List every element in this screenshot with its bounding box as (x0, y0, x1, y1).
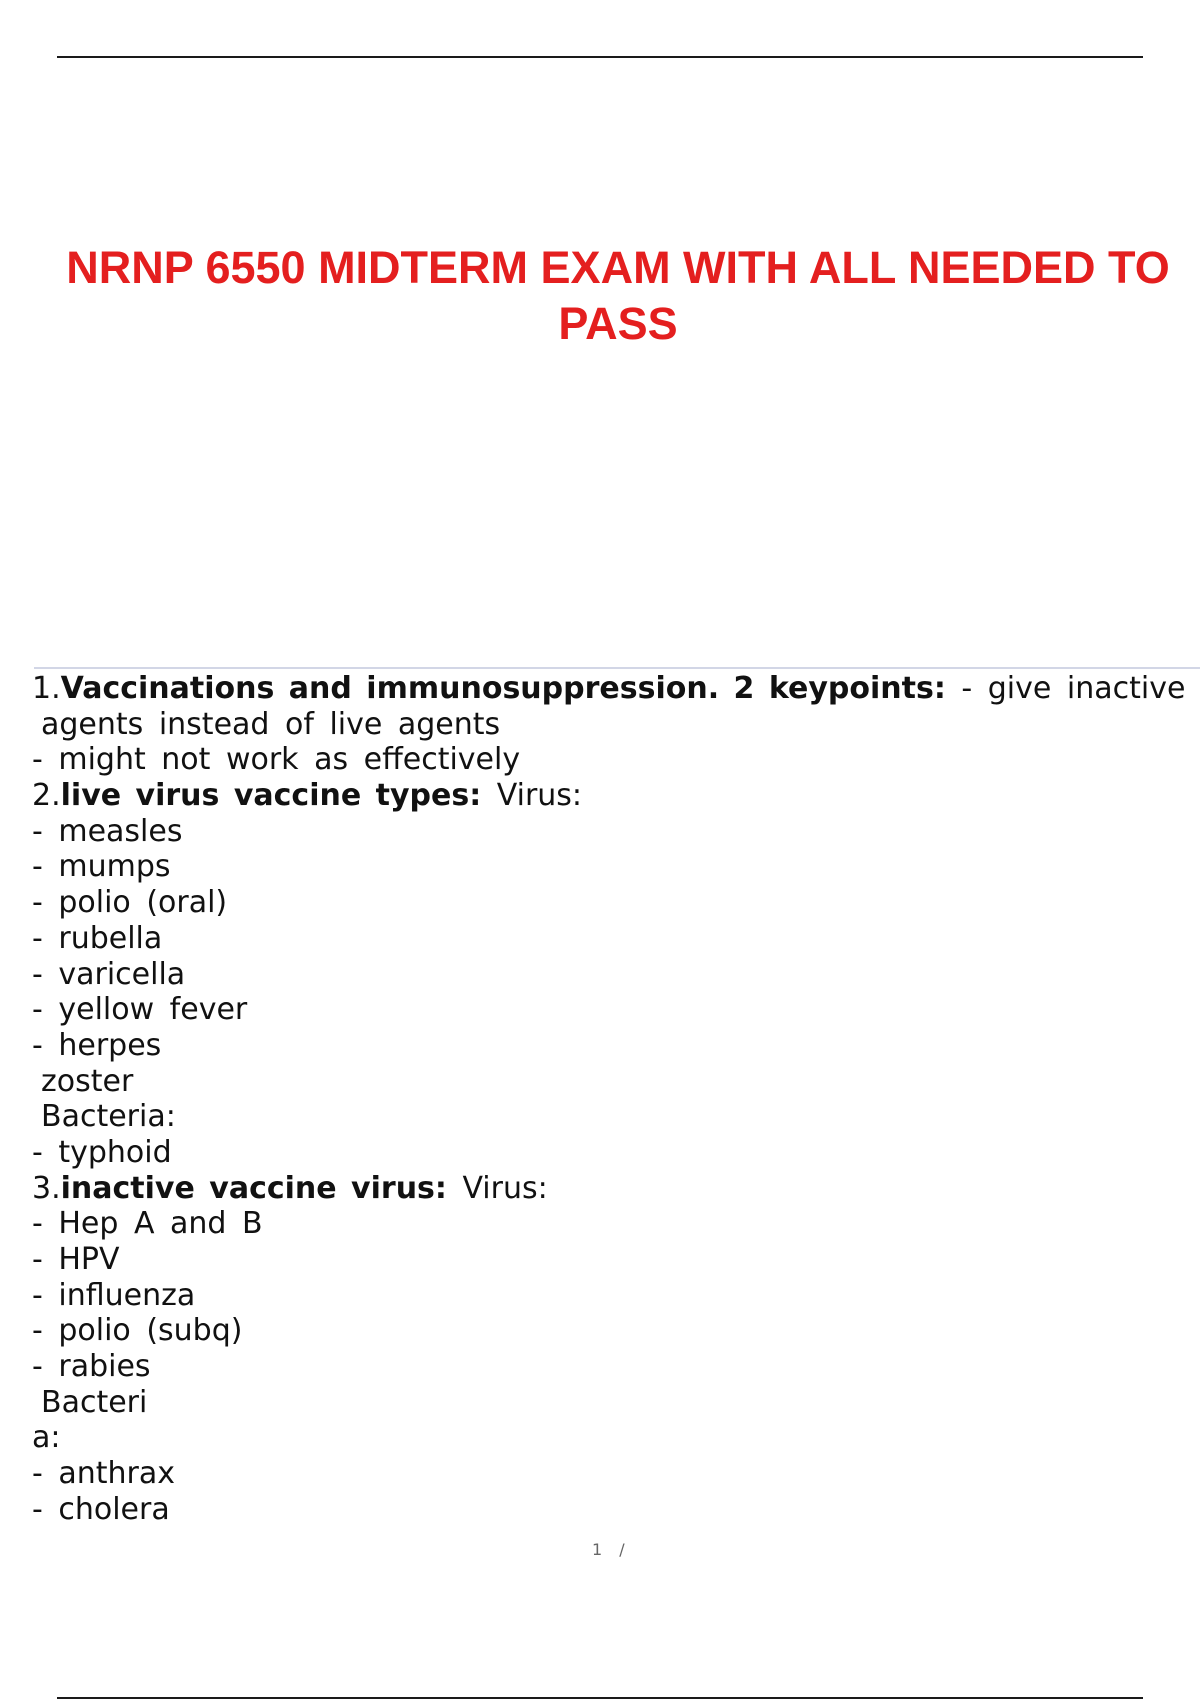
answer-line: a: (32, 1420, 61, 1456)
answer-line: - might not work as effectively (32, 742, 521, 778)
question-number: 3. (32, 1170, 61, 1206)
answer-line: - cholera (32, 1491, 170, 1527)
title-line-1: NRNP 6550 MIDTERM EXAM WITH ALL NEEDED TO (66, 242, 1170, 293)
answer-text: Virus: (481, 778, 583, 814)
answer-line: - typhoid (32, 1134, 172, 1170)
answer-line: - herpes (32, 1027, 162, 1063)
answer-line: - varicella (32, 956, 186, 992)
question-list (32, 671, 1186, 1528)
answer-line: - polio (oral) (32, 885, 228, 921)
answer-line: - rabies (32, 1349, 151, 1385)
question-text: inactive vaccine virus: (60, 1170, 447, 1206)
answer-line: - polio (subq) (32, 1313, 243, 1349)
answer-text: Virus: (446, 1170, 548, 1206)
question-2 (32, 778, 1182, 814)
page-number: 1 / (592, 1540, 631, 1559)
answer-line: - Hep A and B (32, 1206, 263, 1242)
question-text: Vaccinations and immunosuppression. 2 keypoints: (60, 671, 946, 706)
question-number: 1. (32, 671, 61, 706)
answer-line: - yellow fever (32, 992, 248, 1028)
answer-line: - mumps (32, 849, 171, 885)
question-3 (32, 1171, 1182, 1207)
question-text: live virus vaccine types: (60, 778, 482, 814)
section-divider (34, 667, 1200, 669)
answer-line: - rubella (32, 920, 163, 956)
answer-line: - influenza (32, 1277, 196, 1313)
answer-line: - measles (32, 813, 183, 849)
answer-line: - anthrax (32, 1456, 176, 1492)
answer-line: - HPV (32, 1242, 120, 1277)
answer-line: agents instead of live agents (41, 706, 501, 742)
document-title (0, 240, 1200, 352)
question-number: 2. (32, 778, 61, 814)
answer-line: Bacteri (41, 1384, 148, 1420)
question-1 (32, 671, 1186, 707)
answer-line: Bacteria: (41, 1099, 176, 1135)
footer-rule (57, 1697, 1143, 1699)
title-line-2: PASS (558, 298, 678, 349)
answer-text: - give inactive (945, 671, 1186, 706)
answer-line: zoster (41, 1063, 134, 1099)
